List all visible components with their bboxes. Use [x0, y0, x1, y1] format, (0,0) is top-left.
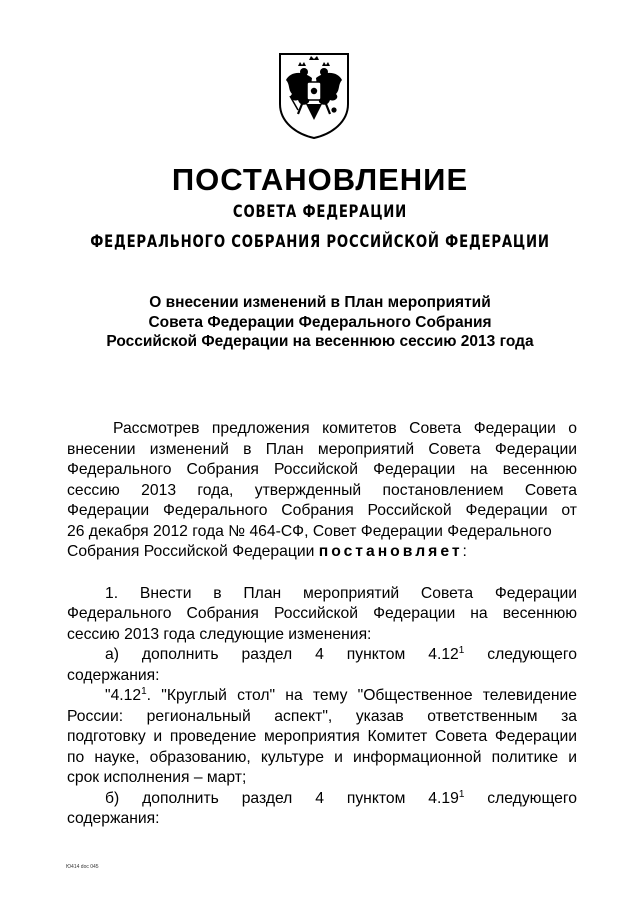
- subject-line: Совета Федерации Федерального Собрания: [148, 313, 492, 331]
- item-1-paragraph: [67, 584, 577, 646]
- text-line: внесении изменений в План мероприятий Совета Федерации: [67, 440, 577, 458]
- text-line: [67, 645, 577, 666]
- subject-line: Российской Федерации на весеннюю сессию 2013 года: [106, 333, 534, 350]
- text-fragment: б) дополнить раздел 4 пунктом 4.19: [105, 789, 459, 807]
- superscript: 1: [141, 686, 147, 697]
- document-body: [67, 419, 577, 830]
- document-title: ПОСТАНОВЛЕНИЕ: [171, 162, 469, 197]
- text-line: Федерального Собрания Российской Федерации на весеннюю: [67, 461, 577, 478]
- text-line: содержания:: [67, 810, 160, 827]
- russian-coat-of-arms-icon: [276, 50, 352, 140]
- text-fragment: . "Круглый стол" на тему "Общественное телевидение: [146, 687, 577, 704]
- document-subject: [60, 293, 580, 352]
- item-a-paragraph: [67, 645, 577, 686]
- text-line: срок исполнения – март;: [67, 769, 247, 786]
- text-line: [67, 686, 577, 707]
- file-code: Ю414 doc 045: [66, 864, 99, 870]
- text-line: подготовку и проведение мероприятия Комитет Совета Федерации: [67, 728, 577, 745]
- text-fragment: следующего: [464, 646, 577, 663]
- text-fragment: а) дополнить раздел 4 пунктом 4.12: [105, 646, 459, 663]
- preamble-paragraph: [67, 419, 577, 563]
- text-fragment: Собрания Российской Федерации: [67, 543, 319, 560]
- text-line: 26 декабря 2012 года № 464-СФ, Совет Федерации Федерального: [67, 522, 552, 540]
- decree-word: постановляет: [318, 543, 463, 560]
- text-fragment: :: [462, 543, 467, 560]
- text-line: [67, 542, 577, 563]
- text-line: России: региональный аспект", указав ответственным за: [67, 707, 577, 725]
- text-line: содержания:: [67, 666, 160, 684]
- subject-line: О внесении изменений в План мероприятий: [149, 294, 491, 311]
- text-line: Федерального Собрания Российской Федерации на весеннюю: [67, 605, 577, 622]
- quote-paragraph: [67, 686, 577, 789]
- text-line: по науке, образованию, культуре и информационной политике и: [67, 748, 577, 766]
- paragraph-gap: [67, 563, 577, 584]
- text-fragment: "4.12: [105, 687, 142, 704]
- text-line: сессию 2013 года, утвержденный постановлением Совета: [67, 481, 577, 499]
- text-line: 1. Внести в План мероприятий Совета Федерации: [105, 584, 577, 602]
- superscript: 1: [458, 645, 465, 656]
- text-fragment: следующего: [464, 789, 578, 807]
- text-line: Рассмотрев предложения комитетов Совета Федерации о: [113, 420, 577, 437]
- item-b-paragraph: [67, 789, 577, 830]
- text-line: Федерации Федерального Собрания Российской Федерации от: [67, 502, 577, 519]
- text-line: сессию 2013 года следующие изменения:: [67, 625, 372, 643]
- document-subtitle-1: СОВЕТА ФЕДЕРАЦИИ: [232, 202, 408, 222]
- document-subtitle-2: ФЕДЕРАЛЬНОГО СОБРАНИЯ РОССИЙСКОЙ ФЕДЕРАЦИИ: [90, 232, 550, 252]
- superscript: 1: [458, 788, 465, 800]
- text-line: [67, 789, 577, 810]
